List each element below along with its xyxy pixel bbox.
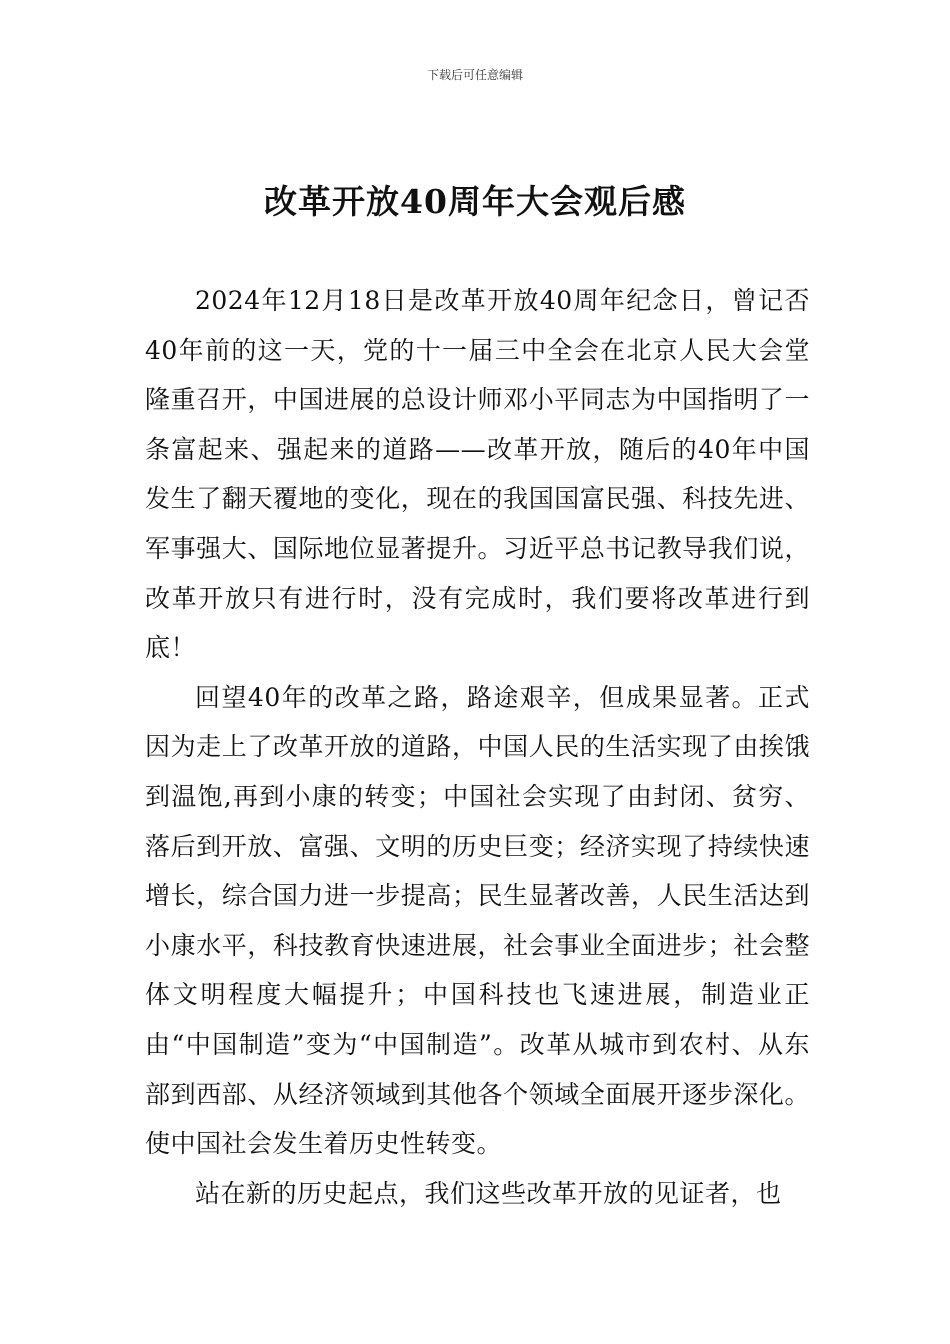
paragraph-3: 站在新的历史起点，我们这些改革开放的见证者，也 xyxy=(195,1178,782,1208)
header-note: 下载后可任意编辑 xyxy=(426,68,523,82)
paragraph-2: 回望40年的改革之路，路途艰辛，但成果显著。正式因为走上了改革开放的道路，中国人民的生活实现了由挨饿到温饱,再到小康的转变；中国社会实现了由封闭、贫穷、落后到开放、富强、文明的历史巨变；经济实现了持续快速增长，综合国力进一步提高；民生显著改善，人民生活达到小康水平，科技教育快速进展，社会事业全面进步；社会整体文明程度大幅提升；中国科技也飞速进展，制造业正由“中国制造”变为“中国制造”。改革从城市到农村、从东部到西部、从经济领域到其他各个领域全面展开逐步深化。使中国社会发生着历史性转变。 xyxy=(145,682,810,1159)
document-title: 改革开放40周年大会观后感 xyxy=(264,182,686,221)
paragraph-1: 2024年12月18日是改革开放40周年纪念日，曾记否40年前的这一天，党的十一届三中全会在北京人民大会堂隆重召开，中国进展的总设计师邓小平同志为中国指明了一条富起来、强起来的道路——改革开放，随后的40年中国发生了翻天覆地的变化，现在的我国国富民强、科技先进、军事强大、国际地位显著提升。习近平总书记教导我们说，改革开放只有进行时，没有完成时，我们要将改革进行到底！ xyxy=(145,286,810,663)
document-body xyxy=(145,276,810,1218)
